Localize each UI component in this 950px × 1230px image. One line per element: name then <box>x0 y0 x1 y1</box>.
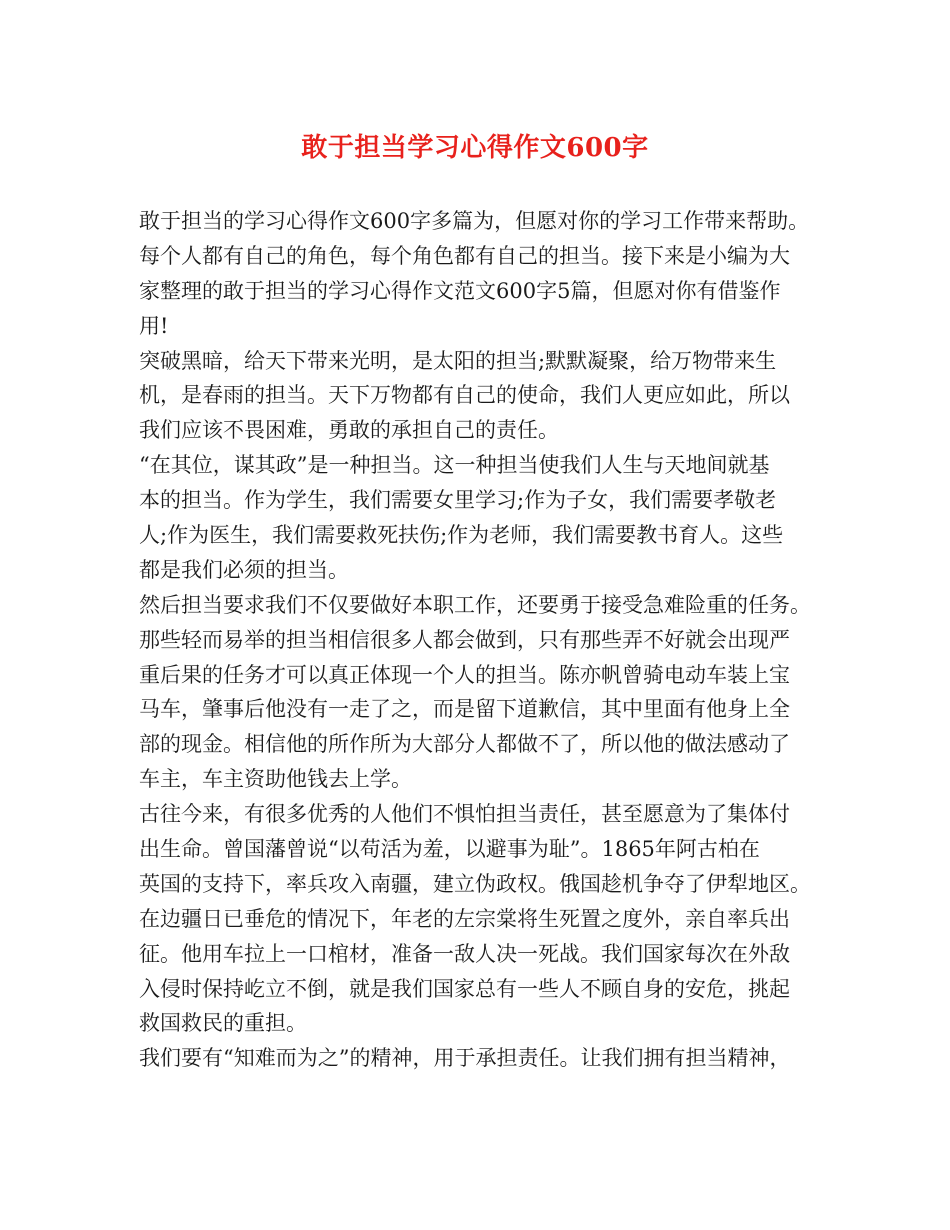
body-line: 机，是春雨的担当。天下万物都有自己的使命，我们人更应如此，所以 <box>139 383 790 408</box>
body-line: 车主，车主资助他钱去上学。 <box>139 767 412 792</box>
body-line: 在边疆日已垂危的情况下，年老的左宗棠将生死置之度外，亲自率兵出 <box>139 906 790 931</box>
document-body <box>139 204 839 1076</box>
body-line: 家整理的敢于担当的学习心得作文范文600字5篇，但愿对你有借鉴作 <box>139 278 781 303</box>
body-line: 敢于担当的学习心得作文600字多篇为，但愿对你的学习工作带来帮助。 <box>139 209 810 233</box>
body-line: 我们要有“知难而为之”的精神，用于承担责任。让我们拥有担当精神， <box>139 1046 791 1071</box>
body-line: 马车，肇事后他没有一走了之，而是留下道歉信，其中里面有他身上全 <box>139 697 790 722</box>
body-line: 突破黑暗，给天下带来光明，是太阳的担当;默默凝聚，给万物带来生 <box>139 348 777 373</box>
body-line: 部的现金。相信他的所作所为大部分人都做不了，所以他的做法感动了 <box>139 732 790 757</box>
body-line: 英国的支持下，率兵攻入南疆，建立伪政权。俄国趁机争夺了伊犁地区。 <box>139 871 811 896</box>
body-line: 征。他用车拉上一口棺材，准备一敌人决一死战。我们国家每次在外敌 <box>139 941 790 966</box>
body-line: 古往今来，有很多优秀的人他们不惧怕担当责任，甚至愿意为了集体付 <box>139 802 790 827</box>
body-line: 我们应该不畏困难，勇敢的承担自己的责任。 <box>139 418 559 443</box>
body-line: 那些轻而易举的担当相信很多人都会做到，只有那些弄不好就会出现严 <box>139 627 790 652</box>
document-title: 敢于担当学习心得作文600字 <box>301 133 649 163</box>
body-line: 然后担当要求我们不仅要做好本职工作，还要勇于接受急难险重的任务。 <box>139 592 811 617</box>
body-line: 都是我们必须的担当。 <box>139 557 349 582</box>
body-line: 出生命。曾国藩曾说“以苟活为羞，以避事为耻”。1865年阿古柏在 <box>139 837 760 862</box>
body-line: 用! <box>139 313 169 338</box>
body-line: “在其位，谋其政”是一种担当。这一种担当使我们人生与天地间就基 <box>139 453 770 478</box>
body-line: 本的担当。作为学生，我们需要女里学习;作为子女，我们需要孝敬老 <box>139 488 777 513</box>
body-line: 每个人都有自己的角色，每个角色都有自己的担当。接下来是小编为大 <box>139 243 790 268</box>
body-line: 重后果的任务才可以真正体现一个人的担当。陈亦帆曾骑电动车装上宝 <box>139 662 790 687</box>
body-line: 人;作为医生，我们需要救死扶伤;作为老师，我们需要教书育人。这些 <box>139 523 784 548</box>
body-line: 入侵时保持屹立不倒，就是我们国家总有一些人不顾自身的安危，挑起 <box>139 976 790 1001</box>
body-line: 救国救民的重担。 <box>139 1011 307 1036</box>
